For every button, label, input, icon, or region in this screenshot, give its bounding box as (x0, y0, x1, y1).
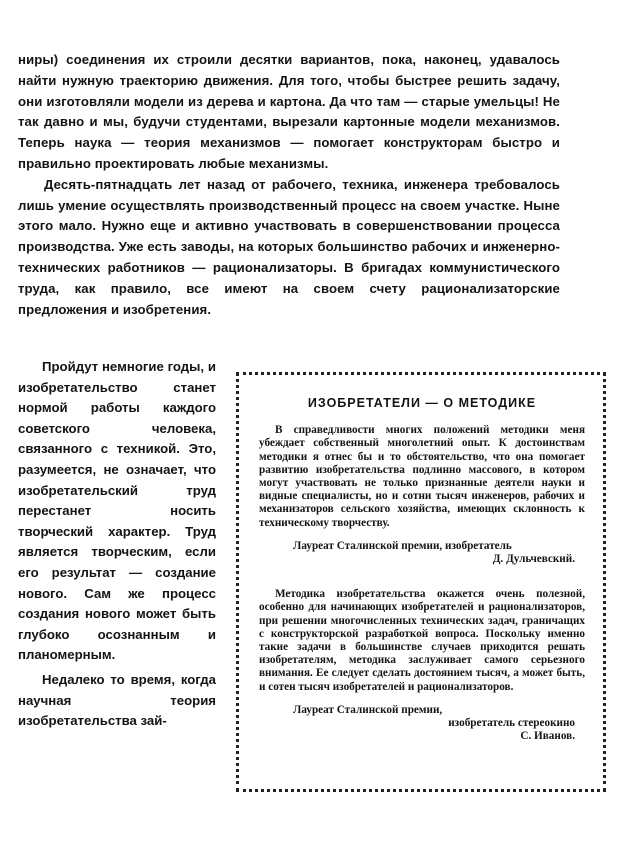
left-paragraph-2: Недалеко то время, когда научная теория изобретательства зай- (18, 671, 216, 729)
quote-separator (259, 566, 585, 588)
quote-2-sign-title: Лауреат Сталинской премии, (293, 703, 443, 716)
left-column (18, 357, 216, 732)
quote-2-text: Методика изобретательства окажется очень полезной, особенно для начинающих изобретателей и рационализаторов, при решении многочисленных технических задач, граничащих с конструкторской разработкой вопроса. Поскольку именно такие задачи в большинстве случаев приходится решать изобретателям, методика заслуживает самого серьезного внимания. Ее следует сделать достоянием тысяч, а может быть, и сотен тысяч изобретателей и рационализаторов. (259, 588, 585, 693)
quote-1-sign-title: Лауреат Сталинской премии, изобретатель (293, 539, 512, 552)
main-paragraph-2: Десять-пятнадцать лет назад от рабочего, техника, инженера требовалось лишь умение осуществлять производственный процесс на своем участке. Ныне этого мало. Нужно еще и активно участвовать в совершенствовании процесса производства. Уже есть заводы, на которых большинство рабочих и инженерно-технических работников — рационализаторы. В бригадах коммунистического труда, как правило, все имеют на своем счету рационализаторские предложения и изобретения. (18, 176, 560, 317)
main-text (18, 50, 560, 320)
main-paragraph-1: ниры) соединения их строили десятки вариантов, пока, наконец, удавалось найти нужную траекторию движения. Для того, чтобы быстрее решить задачу, они изготовляли модели из дерева и картона. Да что там — старые умельцы! Не так давно и мы, будучи студентами, вырезали картонные модели механизмов. Теперь наука — теория механизмов — помогает конструкторам быстро и правильно проектировать любые механизмы. (18, 52, 560, 171)
sidebar-title: ИЗОБРЕТАТЕЛИ — О МЕТОДИКЕ (307, 396, 537, 410)
quote-1-sign-name: Д. Дульчевский. (492, 553, 575, 566)
left-paragraph-1: Пройдут немногие годы, и изобретательство станет нормой работы каждого советского человека, связанного с техникой. Это, разумеется, не означает, что изобретательский труд перестанет носить творческий характер. Труд является творческим, если его результат — создание нового. Сам же процесс создания нового может быть глубоко осознанным и планомерным. (18, 359, 216, 663)
sidebar-box (236, 372, 606, 792)
quote-2-sign-name: С. Иванов. (520, 730, 575, 743)
quote-2-signature (259, 704, 585, 744)
quote-2-sign-role: изобретатель стереокино (448, 717, 575, 730)
quote-1-signature (259, 540, 585, 566)
quote-1-text: В справедливости многих положений методики меня убеждает собственный многолетний опыт. К достоинствам методики я отнес бы и то обстоятельство, что она помогает развитию изобретательства подлинно массового, в котором могут участвовать не только признанные деятели науки и видные специалисты, но и сотни тысяч инженеров, рабочих и механизаторов сельского хозяйства, имеющих склонность к техническому творчеству. (259, 424, 585, 529)
